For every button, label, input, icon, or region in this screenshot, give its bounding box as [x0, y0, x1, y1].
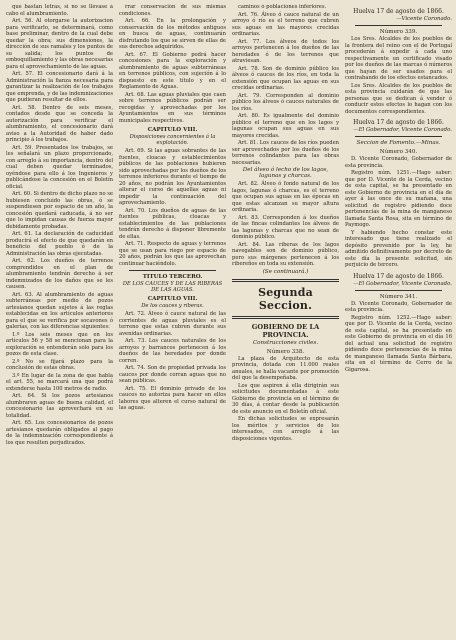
article-paragraph: Art. 83. Corresponden á los dueños de las fincas colindantes los álveos de las lagunas y charcas que no sean de dominio público.: [232, 214, 339, 240]
column-2: [119, 4, 226, 640]
article-paragraph: Art. 61. La declaración de caducidad producirá el efecto de que quedarán en beneficio del pueblo ó de la Administración las obras ejecutadas.: [6, 231, 113, 257]
notice-paragraph: D. Vicente Coronado, Gobernador de esta provincia.: [345, 300, 452, 313]
article-paragraph: que bastan letras, si no se llevase á cabo el alumbramiento.: [6, 4, 113, 17]
article-paragraph: rrar conservación de sus mismas condiciones.: [119, 4, 226, 17]
notice-date: Huelva 17 de agosto de 1866.: [353, 119, 444, 126]
article-paragraph: Art. 69. Si las aguas sobrantes de las fuentes, cloacas y establecimientos públicos de las poblaciones hubieren sido aprovechadas por los dueños de los terrenos inferiores durante el tiempo de 20 años, no podrán los Ayuntamientos alterar el curso de aquellas aguas ni impedir la continuación del aprovechamiento.: [119, 148, 226, 206]
article-paragraph: Art. 62. Los dueños de terrenos comprendidos en el plan de alumbramiento tendrán derecho á ser indemnizados de los daños que se les causen.: [6, 258, 113, 290]
article-paragraph: Art. 57. El concesionario dará á la Administración la fianza necesaria para garantizar la realización de los trabajos que emprenda, y de las indemnizaciones que pudieran resultar de ellos.: [6, 71, 113, 103]
column-4: [345, 4, 452, 640]
article-paragraph: Art. 63. Al alumbramiento de aguas subterráneas por medio de pozos artesianos quedan sujetos á las reglas establecidas en los artículos anteriores para el que se verifica por socavones ó galerías, con las diferencias siguientes:: [6, 291, 113, 330]
article-paragraph: Art. 84. Las riberas de los lagos navegables son de dominio público, pero sus márgenes pertenecen á los ribereños en toda su extensión.: [232, 241, 339, 267]
title-subheading: DE LOS CAUCES Y DE LAS RIBERAS DE LAS AGUAS.: [122, 281, 223, 293]
divider: [232, 316, 339, 319]
article-paragraph: Art. 60. Si dentro de dicho plazo no se hubiesen concluido las obras, ó se suspendiesen por espacio de un año, la concesión quedará caducada, á no ser que lo impidan causas de fuerza mayor debidamente probadas.: [6, 191, 113, 230]
department-subheading: Construcciones civiles.: [252, 339, 319, 346]
notice-number: Número 339.: [379, 29, 418, 35]
article-paragraph: Art. 81. Los cauces de los ríos pueden ser aprovechados por los dueños de los terrenos colindantes para las obras necesarias.: [232, 140, 339, 166]
column-3: [232, 4, 339, 640]
article-paragraph: Art. 77. Los álveos de todos los arroyos pertenecen á los dueños de las heredades ó de los terrenos que atraviesan.: [232, 38, 339, 64]
section-title: Segunda Seccion.: [258, 285, 313, 312]
article-paragraph: Art. 72. Álveo ó cauce natural de las corrientes de aguas pluviales es el terreno que estas cubren durante sus avenidas ordinarias.: [119, 311, 226, 337]
section-subheading: Del álveo ó lecho de los lagos, lagunas y charcas.: [242, 167, 329, 179]
divider: [355, 136, 442, 137]
article-paragraph: Art. 56. Al otorgarse la autorizacion para verificarlo, se determinará, como base preliminar, dentro de la cual debe quedar la obra; sus dimensiones, la dirección de sus ramales y los puntos de su salida; los puntos de emboquillamiento y las obras necesarias para el aprovechamiento de las aguas.: [6, 18, 113, 70]
article-paragraph: Art. 59. Presentados los trabajos, se les señalará un plazo proporcionado, con arreglo á su importancia, dentro del cual deben quedar terminados, oyéndose para ello á los Ingenieros y publicándose la concesión en el Boletín oficial.: [6, 144, 113, 190]
notice-number: Número 340.: [379, 149, 418, 155]
article-paragraph: Art. 75. El dominio privado de los cauces no autoriza para hacer en ellos labores que alteren el curso natural de las aguas.: [119, 385, 226, 411]
divider: [129, 270, 216, 271]
article-paragraph: Art. 82. Álveo ó fondo natural de los lagos, lagunas ó charcas, es el terreno que ocupan sus aguas en las épocas en que estas alcanzan su mayor altura ordinaria.: [232, 181, 339, 213]
chapter-heading: CAPITULO VIII.: [147, 296, 198, 302]
divider: [355, 290, 442, 291]
article-paragraph: Art. 80. Es igualmente del dominio público el terreno que en los lagos y lagunas ocupan sus aguas en sus mayores crecidas.: [232, 113, 339, 139]
notice-paragraph: Registro núm. 1252.—Hago saber: que por D. Vicente de la Cerda, vecino de esta capital, se ha presentado en este Gobierno de provincia en el día 16 del actual una solicitud de registro pidiendo doce pertenencias de la mina de manganeso llamada Santa Bárbara, sita en el término de Cerro de la Gigarosa.: [345, 314, 452, 373]
article-paragraph: Art. 71. Respecto de aguas y terrenos que se usan para riego por espacio de 20 años, podrán los que las aprovechan continuar haciéndolo.: [119, 241, 226, 267]
chapter-subheading: De los cauces y riberas.: [141, 303, 204, 309]
article-paragraph: Art. 76. Álveo ó cauce natural de un arroyo ó río es el terreno que cubren sus aguas en las mayores crecidas ordinarias.: [232, 11, 339, 37]
notice-signature: —Vicente Coronado.: [396, 16, 452, 22]
column-1: [6, 4, 113, 640]
notice-date: Huelva 17 de agosto de 1866.: [353, 272, 444, 280]
article-paragraph: Art. 70. Los dueños de aguas de las fuentes públicas, cloacas y establecimientos de las poblaciones tendrán derecho á disponer libremente de ellas.: [119, 207, 226, 240]
notice-paragraph: En dichas solicitudes se expresarán los méritos y servicios de los interesados, con arreglo á las disposiciones vigentes.: [232, 416, 339, 442]
article-paragraph: caminos ó poblaciones inferiores.: [238, 4, 327, 10]
notice-paragraph: D. Vicente Coronado, Gobernador de esta provincia.: [345, 156, 452, 169]
divider: [232, 279, 339, 282]
notice-paragraph: Registro núm. 1251.—Hago saber: que por D. Vicente de la Cerda, vecino de esta capital, se ha presentado en este Gobierno de provincia en el día de ayer á las once de su mañana, una solicitud de registro pidiendo doce pertenencias de la mina de manganeso llamada Santa Rosa, sita en término de Paymogo.: [345, 170, 452, 228]
article-paragraph: 1.º Los seis meses que en los artículos 56 y 58 se mencionan para la exploración se entenderán solo para los pozos de esta clase.: [6, 331, 113, 357]
article-paragraph: Art. 79. Corresponden al dominio público los álveos ó cauces naturales de los ríos.: [232, 92, 339, 112]
continued-note: (Se continuará.): [262, 268, 309, 275]
article-paragraph: Art. 58. Dentro de seis meses, contados desde que se conceda la autorización para verificar el alumbramiento, el concesionario dará aviso a la Autoridad de haber dado principio á los trabajos.: [6, 104, 113, 143]
government-heading: GOBIERNO DE LA PROVINCIA.: [251, 322, 320, 339]
chapter-heading: CAPITULO VIII.: [147, 127, 198, 133]
notice-signature: —El Gobernador, Vicente Coronado.: [353, 127, 452, 133]
article-paragraph: Art. 65. Los concesionarios de pozos artesianos quedarán obligados al pago de la indemnización correspondiente á los que resulten perjudicados.: [6, 420, 113, 446]
article-paragraph: Art. 68. Las aguas pluviales que caen sobre terrenos públicos podrán ser recogidas y aprovechadas por los Ayuntamientos en sus términos municipales respectivos.: [119, 91, 226, 124]
article-paragraph: Art. 74. Son de propiedad privada los cauces por donde corran aguas que no sean públicas.: [119, 365, 226, 384]
notice-paragraph: Los Sres. Alcaldes de los pueblos de la frontera del reino con el de Portugal procederán á expedir á cada uno respectivamente un certificado visado por los dueños de las marcas ó números que hayan de ser usados para el contrabando de los efectos estancados.: [345, 36, 452, 81]
article-paragraph: Art. 64. Si los pozos artesianos alumbraren aguas de buena calidad, el concesionario las aprovechará en su totalidad.: [6, 393, 113, 419]
notice-number: Número 341.: [379, 293, 418, 300]
article-paragraph: Art. 66. En la prolongación y conservación de los métodos antiguos en busca de aguas, continuarán disfrutando los que se sirven de ellas de sus derechos adquiridos.: [119, 18, 226, 50]
notice-paragraph: Los que aspiren á ella dirigirán sus solicitudes documentadas á este Gobierno de provincia en el término de 30 días, á contar desde la publicación de este anuncio en el Boletín oficial.: [232, 382, 339, 415]
notice-signature: —El Gobernador, Vicente Coronado.: [353, 280, 452, 287]
article-paragraph: Art. 67. El Gobierno podrá hacer concesiones para la exploración y alumbramiento de aguas subterráneas en terrenos públicos, con sujeción á lo dispuesto en este título y en el Reglamento de Aguas.: [119, 51, 226, 90]
title-heading: TITULO TERCERO.: [142, 274, 203, 280]
article-paragraph: 2.º No se fijará plazo para la conclusión de estas obras.: [6, 358, 113, 371]
chapter-subheading: Disposiciones concernientes á la explotación.: [129, 134, 216, 146]
section-subheading: Seccion de Fomento.—Minas.: [356, 140, 441, 146]
notice-date: Huelva 17 de agosto de 1866.: [353, 8, 444, 15]
article-paragraph: Art. 78. Son de dominio público los álveos ó cauces de los ríos, en toda la extensión que ocupan las aguas en sus crecidas ordinarias.: [232, 65, 339, 91]
divider: [355, 25, 442, 26]
notice-paragraph: La plaza de Arquitecto de esta provincia, dotada con 11.000 reales anuales, se halla vacante por promoción del que la desempeñaba.: [232, 355, 339, 381]
article-paragraph: Art. 73. Los cauces naturales de los arroyos y barrancos pertenecen á los dueños de las heredades por donde corren.: [119, 338, 226, 364]
article-paragraph: 3.º En lugar de la zona de que habla el art. 55, se marcará una que podrá extenderse hasta 100 metros de radio.: [6, 372, 113, 392]
notice-paragraph: Los Sres. Alcaldes de los pueblos de esta provincia cuidarán de que las personas que se dedican á vender ó conducir estos efectos lo hagan con los documentos correspondientes.: [345, 82, 452, 115]
notice-number: Número 338.: [266, 348, 305, 355]
notice-paragraph: Y habiendo hecho constar este interesado que tiene realizado el depósito prevenido por la ley, he admitido definitivamente por decreto de este día la presente solicitud, sin perjuicio de tercero.: [345, 229, 452, 268]
